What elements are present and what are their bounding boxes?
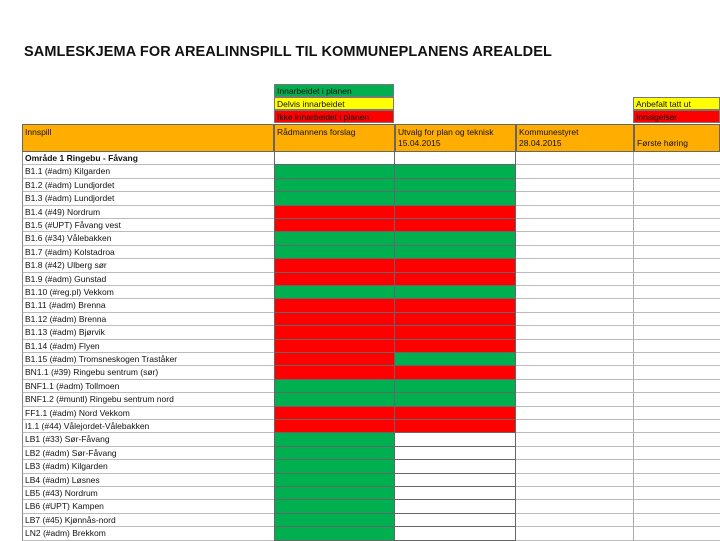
innspill-name: B1.9 (#adm) Gunstad — [22, 273, 274, 286]
forste-horing-cell — [634, 273, 720, 286]
kommunestyret-status-cell — [516, 487, 634, 500]
innspill-name: LN2 (#adm) Brekkom — [22, 527, 274, 540]
innspill-name: B1.1 (#adm) Kilgarden — [22, 165, 274, 178]
innspill-name: B1.3 (#adm) Lundjordet — [22, 192, 274, 205]
innspill-name: LB3 (#adm) Kilgarden — [22, 460, 274, 473]
utvalg-status-cell — [395, 313, 516, 326]
radmann-status-cell — [274, 420, 395, 433]
utvalg-status-cell — [395, 527, 516, 540]
table-row — [22, 353, 720, 366]
utvalg-status-cell — [395, 246, 516, 259]
page-title: SAMLESKJEMA FOR AREALINNSPILL TIL KOMMUNEPLANENS AREALDEL — [24, 44, 552, 60]
radmann-status-cell — [274, 246, 395, 259]
table-row — [22, 393, 720, 406]
legend-delvis: Delvis innarbeidet — [274, 97, 394, 110]
forste-horing-cell — [634, 340, 720, 353]
utvalg-status-cell — [395, 326, 516, 339]
table-row — [22, 192, 720, 205]
utvalg-status-cell — [395, 340, 516, 353]
forste-horing-cell — [634, 286, 720, 299]
utvalg-status-cell — [395, 487, 516, 500]
radmann-status-cell — [274, 407, 395, 420]
header-innspill: Innspill — [22, 124, 274, 152]
table-row — [22, 286, 720, 299]
table-row — [22, 326, 720, 339]
legend-innsigelser: Innsigelser — [633, 110, 720, 123]
table-row — [22, 460, 720, 473]
forste-horing-cell — [634, 299, 720, 312]
forste-horing-cell — [634, 259, 720, 272]
header-forste-horing: Første høring — [634, 124, 720, 152]
forste-horing-cell — [634, 152, 720, 165]
utvalg-status-cell — [395, 286, 516, 299]
radmann-status-cell — [274, 353, 395, 366]
forste-horing-cell — [634, 474, 720, 487]
forste-horing-cell — [634, 447, 720, 460]
innspill-name: LB7 (#45) Kjønnås-nord — [22, 514, 274, 527]
table-row — [22, 500, 720, 513]
forste-horing-cell — [634, 206, 720, 219]
innspill-name: BN1.1 (#39) Ringebu sentrum (sør) — [22, 366, 274, 379]
forste-horing-cell — [634, 393, 720, 406]
utvalg-status-cell — [395, 192, 516, 205]
table-row — [22, 179, 720, 192]
forste-horing-cell — [634, 353, 720, 366]
radmann-status-cell — [274, 366, 395, 379]
kommunestyret-status-cell — [516, 407, 634, 420]
utvalg-status-cell — [395, 433, 516, 446]
utvalg-status-cell — [395, 353, 516, 366]
forste-horing-cell — [634, 487, 720, 500]
section-label: Område 1 Ringebu - Fåvang — [22, 152, 274, 165]
table-row — [22, 514, 720, 527]
kommunestyret-status-cell — [516, 353, 634, 366]
innspill-name: FF1.1 (#adm) Nord Vekkom — [22, 407, 274, 420]
forste-horing-cell — [634, 514, 720, 527]
forste-horing-cell — [634, 232, 720, 245]
innspill-name: B1.4 (#49) Nordrum — [22, 206, 274, 219]
radmann-status-cell — [274, 474, 395, 487]
radmann-status-cell — [274, 527, 395, 540]
utvalg-status-cell — [395, 366, 516, 379]
utvalg-status-cell — [395, 500, 516, 513]
innspill-name: B1.5 (#UPT) Fåvang vest — [22, 219, 274, 232]
radmann-status-cell — [274, 447, 395, 460]
forste-horing-cell — [634, 246, 720, 259]
utvalg-status-cell — [395, 380, 516, 393]
forste-horing-cell — [634, 313, 720, 326]
kommunestyret-status-cell — [516, 152, 634, 165]
radmann-status-cell — [274, 460, 395, 473]
kommunestyret-status-cell — [516, 259, 634, 272]
utvalg-status-cell — [395, 393, 516, 406]
kommunestyret-status-cell — [516, 433, 634, 446]
header-utvalg: Utvalg for plan og teknisk 15.04.2015 — [395, 124, 516, 152]
table-row — [22, 206, 720, 219]
utvalg-status-cell — [395, 514, 516, 527]
forste-horing-cell — [634, 326, 720, 339]
kommunestyret-status-cell — [516, 514, 634, 527]
table-row — [22, 232, 720, 245]
kommunestyret-status-cell — [516, 393, 634, 406]
innspill-name: B1.10 (#reg.pl) Vekkom — [22, 286, 274, 299]
utvalg-status-cell — [395, 447, 516, 460]
utvalg-status-cell — [395, 299, 516, 312]
table-row — [22, 366, 720, 379]
kommunestyret-status-cell — [516, 192, 634, 205]
header-kommunestyret: Kommunestyret 28.04.2015 — [516, 124, 634, 152]
forste-horing-cell — [634, 500, 720, 513]
legend-anbefalt-tatt-ut: Anbefalt tatt ut — [633, 97, 720, 110]
forste-horing-cell — [634, 380, 720, 393]
innspill-name: LB2 (#adm) Sør-Fåvang — [22, 447, 274, 460]
table-row — [22, 447, 720, 460]
kommunestyret-status-cell — [516, 420, 634, 433]
radmann-status-cell — [274, 393, 395, 406]
radmann-status-cell — [274, 299, 395, 312]
kommunestyret-status-cell — [516, 447, 634, 460]
kommunestyret-status-cell — [516, 460, 634, 473]
forste-horing-cell — [634, 460, 720, 473]
utvalg-status-cell — [395, 407, 516, 420]
utvalg-status-cell — [395, 206, 516, 219]
utvalg-status-cell — [395, 219, 516, 232]
kommunestyret-status-cell — [516, 299, 634, 312]
innspill-name: B1.15 (#adm) Tromsneskogen Traståker — [22, 353, 274, 366]
kommunestyret-status-cell — [516, 165, 634, 178]
radmann-status-cell — [274, 232, 395, 245]
forste-horing-cell — [634, 179, 720, 192]
table-row — [22, 433, 720, 446]
utvalg-status-cell — [395, 232, 516, 245]
kommunestyret-status-cell — [516, 527, 634, 540]
utvalg-status-cell — [395, 179, 516, 192]
kommunestyret-status-cell — [516, 313, 634, 326]
innspill-name: B1.6 (#34) Vålebakken — [22, 232, 274, 245]
legend-innarbeidet: Innarbeidet i planen — [274, 84, 394, 97]
utvalg-status-cell — [395, 460, 516, 473]
innspill-name: LB1 (#33) Sør-Fåvang — [22, 433, 274, 446]
table-row — [22, 487, 720, 500]
innspill-name: LB5 (#43) Nordrum — [22, 487, 274, 500]
radmann-status-cell — [274, 206, 395, 219]
kommunestyret-status-cell — [516, 179, 634, 192]
forste-horing-cell — [634, 433, 720, 446]
radmann-status-cell — [274, 286, 395, 299]
table-row — [22, 259, 720, 272]
innspill-name: B1.14 (#adm) Flyen — [22, 340, 274, 353]
legend-ikke-innarbeidet: Ikke innarbeidet i planen — [274, 110, 394, 123]
forste-horing-cell — [634, 420, 720, 433]
utvalg-status-cell — [395, 152, 516, 165]
innspill-name: BNF1.2 (#muntl) Ringebu sentrum nord — [22, 393, 274, 406]
kommunestyret-status-cell — [516, 219, 634, 232]
table-row — [22, 420, 720, 433]
radmann-status-cell — [274, 326, 395, 339]
utvalg-status-cell — [395, 259, 516, 272]
forste-horing-cell — [634, 527, 720, 540]
table-row — [22, 474, 720, 487]
table-row — [22, 246, 720, 259]
table-row — [22, 407, 720, 420]
kommunestyret-status-cell — [516, 232, 634, 245]
radmann-status-cell — [274, 514, 395, 527]
forste-horing-cell — [634, 219, 720, 232]
kommunestyret-status-cell — [516, 286, 634, 299]
radmann-status-cell — [274, 500, 395, 513]
kommunestyret-status-cell — [516, 326, 634, 339]
innspill-name: LB4 (#adm) Løsnes — [22, 474, 274, 487]
radmann-status-cell — [274, 273, 395, 286]
table-row — [22, 380, 720, 393]
radmann-status-cell — [274, 219, 395, 232]
utvalg-status-cell — [395, 420, 516, 433]
table-row — [22, 165, 720, 178]
kommunestyret-status-cell — [516, 474, 634, 487]
section-row — [22, 152, 720, 165]
kommunestyret-status-cell — [516, 246, 634, 259]
kommunestyret-status-cell — [516, 273, 634, 286]
forste-horing-cell — [634, 407, 720, 420]
table-row — [22, 219, 720, 232]
radmann-status-cell — [274, 152, 395, 165]
radmann-status-cell — [274, 340, 395, 353]
utvalg-status-cell — [395, 165, 516, 178]
kommunestyret-status-cell — [516, 340, 634, 353]
kommunestyret-status-cell — [516, 206, 634, 219]
header-radmann: Rådmannens forslag — [274, 124, 395, 152]
radmann-status-cell — [274, 165, 395, 178]
innspill-name: B1.12 (#adm) Brenna — [22, 313, 274, 326]
table-row — [22, 313, 720, 326]
radmann-status-cell — [274, 313, 395, 326]
forste-horing-cell — [634, 192, 720, 205]
utvalg-status-cell — [395, 273, 516, 286]
kommunestyret-status-cell — [516, 366, 634, 379]
innspill-name: B1.11 (#adm) Brenna — [22, 299, 274, 312]
innspill-name: LB6 (#UPT) Kampen — [22, 500, 274, 513]
radmann-status-cell — [274, 487, 395, 500]
radmann-status-cell — [274, 192, 395, 205]
radmann-status-cell — [274, 380, 395, 393]
kommunestyret-status-cell — [516, 380, 634, 393]
table-row — [22, 527, 720, 540]
table-row — [22, 340, 720, 353]
innspill-name: B1.7 (#adm) Kolstadroa — [22, 246, 274, 259]
innspill-name: B1.8 (#42) Ulberg sør — [22, 259, 274, 272]
innspill-name: BNF1.1 (#adm) Tollmoen — [22, 380, 274, 393]
table-row — [22, 273, 720, 286]
radmann-status-cell — [274, 259, 395, 272]
radmann-status-cell — [274, 179, 395, 192]
utvalg-status-cell — [395, 474, 516, 487]
innspill-name: B1.2 (#adm) Lundjordet — [22, 179, 274, 192]
table-row — [22, 299, 720, 312]
kommunestyret-status-cell — [516, 500, 634, 513]
forste-horing-cell — [634, 165, 720, 178]
innspill-name: I1.1 (#44) Vålejordet-Vålebakken — [22, 420, 274, 433]
forste-horing-cell — [634, 366, 720, 379]
radmann-status-cell — [274, 433, 395, 446]
innspill-name: B1.13 (#adm) Bjørvik — [22, 326, 274, 339]
